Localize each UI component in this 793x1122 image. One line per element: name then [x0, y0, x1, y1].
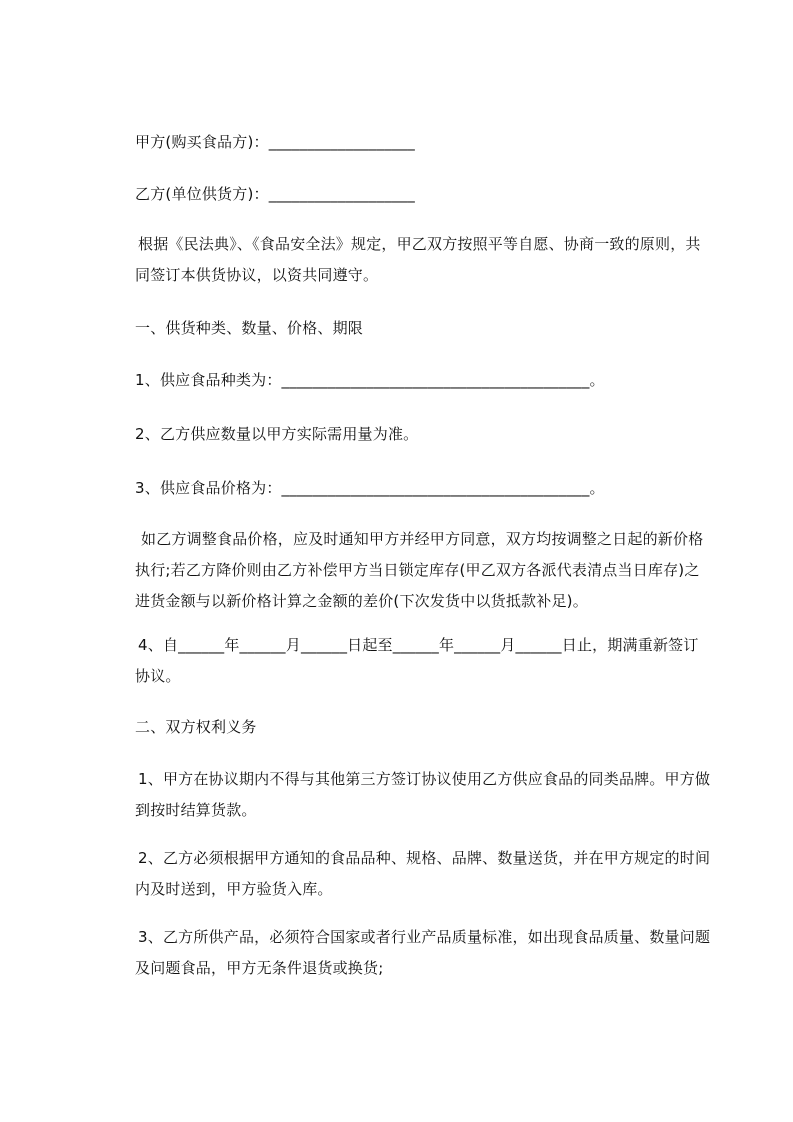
section-2-heading: 二、双方权利义务 [135, 718, 257, 736]
section-1-item-2: 2、乙方供应数量以甲方实际需用量为准。 [135, 425, 419, 443]
section-1-item-3: 3、供应食品价格为：________________________________________。 [135, 479, 605, 497]
section-1-heading: 一、供货种类、数量、价格、期限 [135, 319, 364, 337]
section-1-item-4: 4、自______年______月______日起至______年______月______日止，期满重新签订协议。 [135, 636, 699, 685]
section-1-item-1: 1、供应食品种类为：________________________________________。 [135, 371, 605, 389]
price-adjustment-paragraph: 如乙方调整食品价格，应及时通知甲方并经甲方同意，双方均按调整之日起的新价格执行;若乙方降价则由乙方补偿甲方当日锁定库存(甲乙双方各派代表清点当日库存)之进货金额与以新价格计算之金额的差价(下次发货中以货抵款补足)。 [135, 530, 704, 610]
preamble-paragraph: 根据《民法典》、《食品安全法》规定，甲乙双方按照平等自愿、协商一致的原则，共同签订本供货协议，以资共同遵守。 [135, 235, 701, 284]
section-2-item-3: 3、乙方所供产品，必须符合国家或者行业产品质量标准，如出现食品质量、数量问题及问题食品，甲方无条件退货或换货; [135, 928, 711, 977]
section-2-item-1: 1、甲方在协议期内不得与其他第三方签订协议使用乙方供应食品的同类品牌。甲方做到按时结算货款。 [135, 770, 711, 819]
party-a-line: 甲方(购买食品方)：___________________ [135, 133, 416, 151]
party-b-line: 乙方(单位供货方)：___________________ [135, 185, 416, 203]
section-2-item-2: 2、乙方必须根据甲方通知的食品品种、规格、品牌、数量送货，并在甲方规定的时间内及时送到，甲方验货入库。 [135, 849, 711, 898]
